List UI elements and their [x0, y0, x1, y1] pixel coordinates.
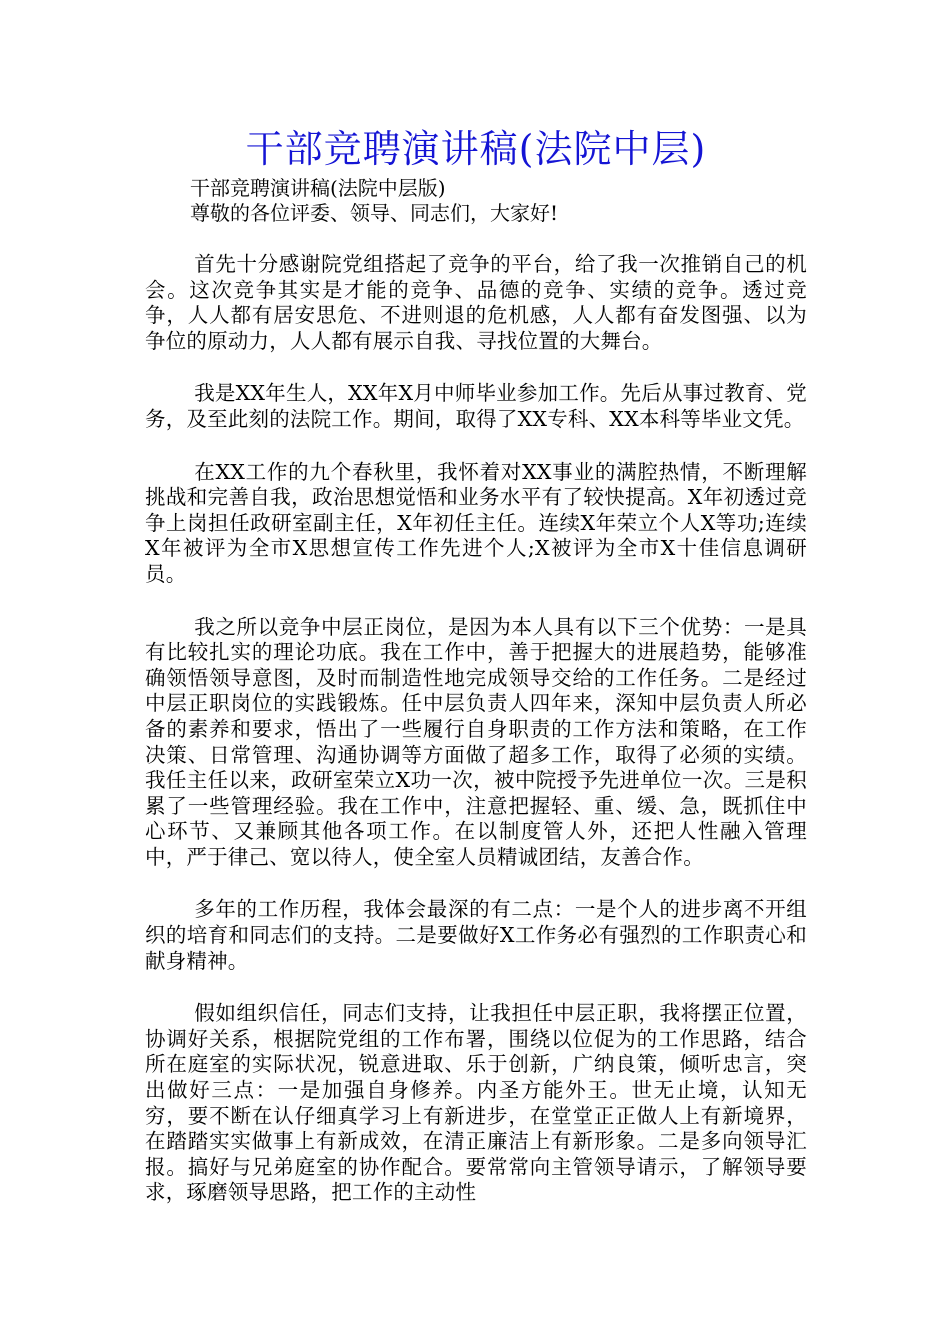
paragraph-4: 我之所以竞争中层正岗位，是因为本人具有以下三个优势：一是具有比较扎实的理论功底。我在工作中，善于把握大的进展趋势，能够准确领悟领导意图，及时而制造性地完成领导交给的工作任务。二是经过中层正职岗位的实践锻炼。任中层负责人四年来，深知中层负责人所必备的素养和要求，悟出了一些履行自身职责的工作方法和策略，在工作决策、日常管理、沟通协调等方面做了超多工作，取得了必须的实绩。我任主任以来，政研室荣立X功一次，被中院授予先进单位一次。三是积累了一些管理经验。我在工作中，注意把握轻、重、缓、急，既抓住中心环节、又兼顾其他各项工作。在以制度管人外，还把人性融入管理中，严于律己、宽以待人，使全室人员精诚团结，友善合作。 [145, 614, 807, 869]
document-page [145, 124, 807, 1233]
paragraph-6: 假如组织信任，同志们支持，让我担任中层正职，我将摆正位置，协调好关系，根据院党组的工作布署，围绕以位促为的工作思路，结合所在庭室的实际状况，锐意进取、乐于创新，广纳良策，倾听忠言，突出做好三点：一是加强自身修养。内圣方能外王。世无止境，认知无穷，要不断在认仔细真学习上有新进步，在堂堂正正做人上有新境界，在踏踏实实做事上有新成效，在清正廉洁上有新形象。二是多向领导汇报。搞好与兄弟庭室的协作配合。要常常向主管领导请示，了解领导要求，琢磨领导思路，把工作的主动性 [145, 1001, 807, 1205]
paragraph-5: 多年的工作历程，我体会最深的有二点：一是个人的进步离不开组织的培育和同志们的支持。二是要做好X工作务必有强烈的工作职责心和献身精神。 [145, 897, 807, 973]
paragraph-2: 我是XX年生人，XX年X月中师毕业参加工作。先后从事过教育、党务，及至此刻的法院工作。期间，取得了XX专科、XX本科等毕业文凭。 [145, 381, 807, 431]
paragraph-1: 首先十分感谢院党组搭起了竞争的平台，给了我一次推销自己的机会。这次竞争其实是才能的竞争、品德的竞争、实绩的竞争。透过竞争，人人都有居安思危、不进则退的危机感，人人都有奋发图强、以为争位的原动力，人人都有展示自我、寻找位置的大舞台。 [145, 252, 807, 353]
document-title: 干部竞聘演讲稿(法院中层) [245, 127, 707, 171]
greeting-line: 尊敬的各位评委、领导、同志们，大家好! [190, 201, 559, 225]
document-subtitle: 干部竞聘演讲稿(法院中层版) [190, 176, 446, 200]
paragraph-3: 在XX工作的九个春秋里，我怀着对XX事业的满腔热情，不断理解挑战和完善自我，政治思想觉悟和业务水平有了较快提高。X年初透过竞争上岗担任政研室副主任，X年初任主任。连续X年荣立个人X等功;连续X年被评为全市X思想宣传工作先进个人;X被评为全市X十佳信息调研员。 [145, 459, 807, 586]
